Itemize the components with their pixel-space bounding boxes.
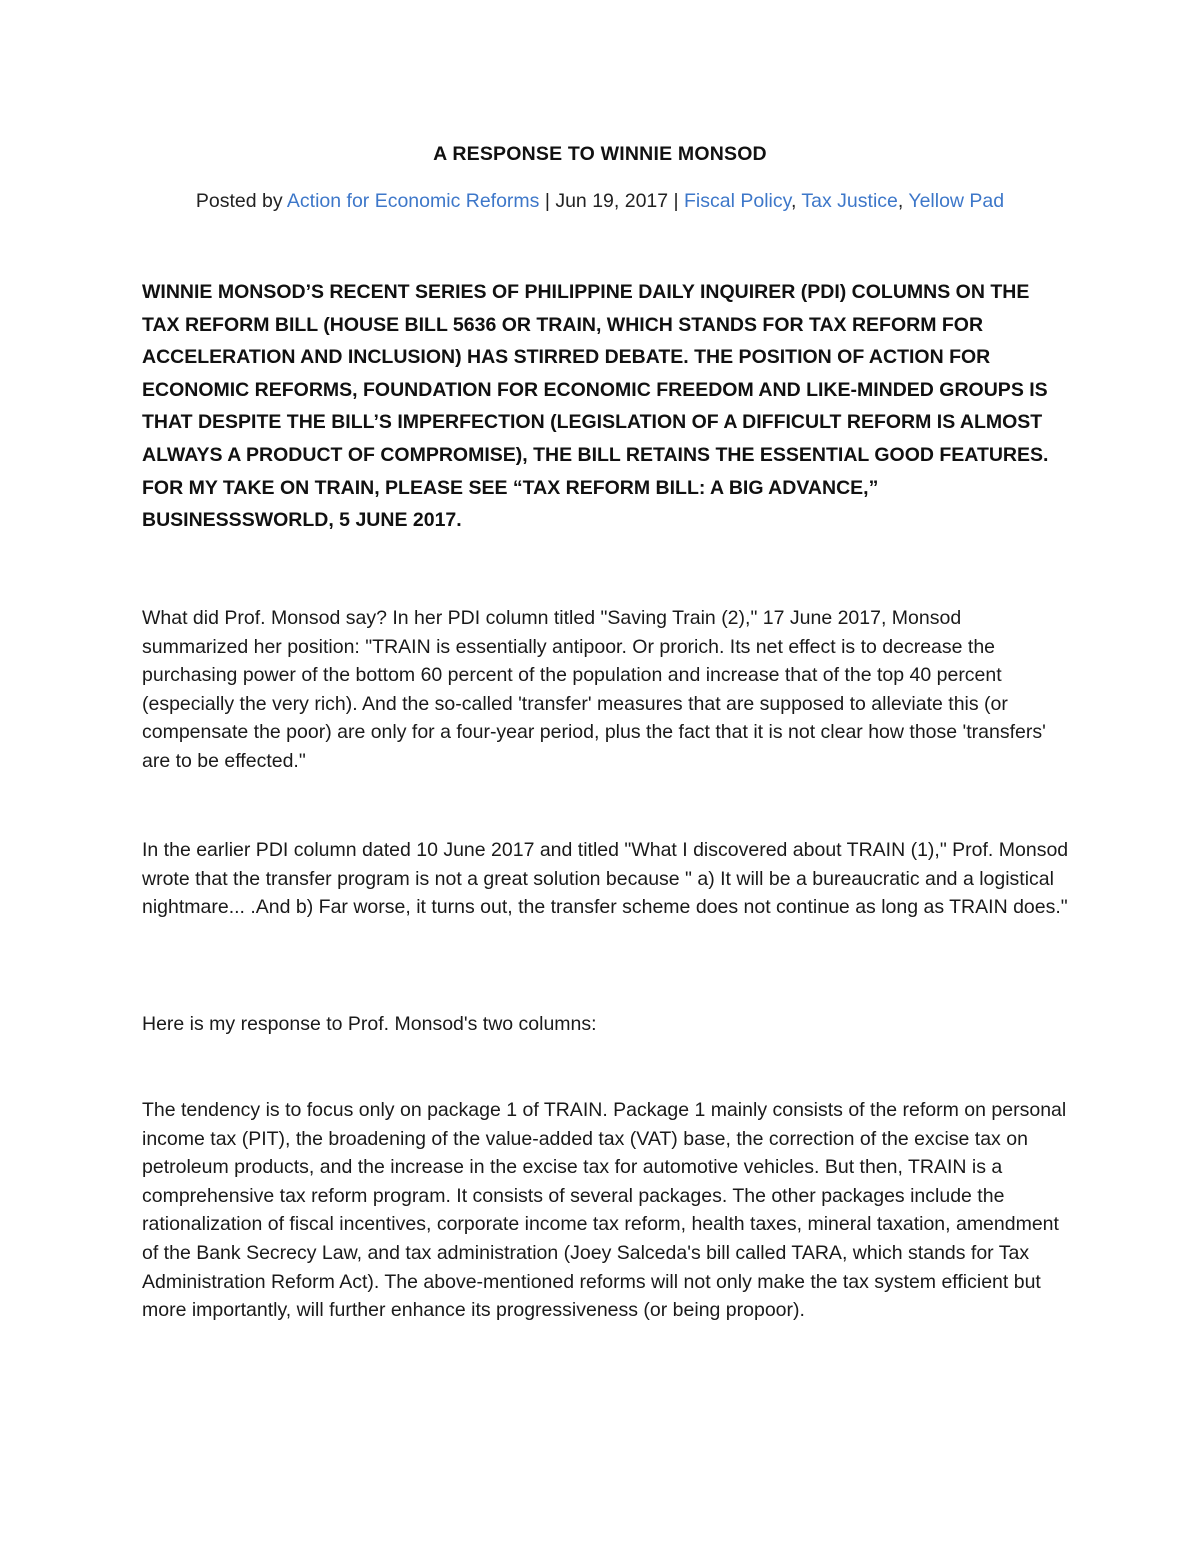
body-paragraph: The tendency is to focus only on package 1 of TRAIN. Package 1 mainly consists of the reform on personal income tax (PIT), the broadening of the value-added tax (VAT) base, the correction of the excise tax on petroleum products, and the increase in the excise tax for automotive vehicles. But then, TRAIN is a comprehensive tax reform program. It consists of several packages. The other packages include the rationalization of fiscal incentives, corporate income tax reform, health taxes, mineral taxation, amendment of the Bank Secrecy Law, and tax administration (Joey Salceda's bill called TARA, which stands for Tax Administration Reform Act). The above-mentioned reforms will not only make the tax system efficient but more importantly, will further enhance its progressiveness (or being propoor). — [142, 1099, 1067, 1322]
body-paragraph: What did Prof. Monsod say? In her PDI column titled "Saving Train (2)," 17 June 2017, Monsod summarized her position: "TRAIN is essentially antipoor. Or prorich. Its net effect is to decrease the purchasing power of the bottom 60 percent of the population and increase that of the top 40 percent (especially the very rich). And the so-called 'transfer' measures that are supposed to alleviate this (or compensate the poor) are only for a four-year period, plus the fact that it is not clear how those 'transfers' are to be effected." — [142, 607, 1046, 772]
article-title: A RESPONSE TO WINNIE MONSOD — [433, 143, 767, 165]
author-link[interactable]: Action for Economic Reforms — [286, 190, 540, 212]
category-link-tax-justice[interactable]: Tax Justice — [801, 190, 898, 212]
category-link-yellow-pad[interactable]: Yellow Pad — [908, 190, 1005, 212]
byline-date: | Jun 19, 2017 | — [539, 190, 685, 212]
byline — [0, 190, 1200, 213]
byline-posted-by: Posted by — [195, 190, 287, 212]
category-link-fiscal-policy[interactable]: Fiscal Policy — [684, 190, 791, 212]
lead-paragraph: WINNIE MONSOD’S RECENT SERIES OF PHILIPPINE DAILY INQUIRER (PDI) COLUMNS ON THE TAX REFORM BILL (HOUSE BILL 5636 OR TRAIN, WHICH STANDS FOR TAX REFORM FOR ACCELERATION AND INCLUSION) HAS STIRRED DEBATE. THE POSITION OF ACTION FOR ECONOMIC REFORMS, FOUNDATION FOR ECONOMIC FREEDOM AND LIKE-MINDED GROUPS IS THAT DESPITE THE BILL’S IMPERFECTION (LEGISLATION OF A DIFFICULT REFORM IS ALMOST ALWAYS A PRODUCT OF COMPROMISE), THE BILL RETAINS THE ESSENTIAL GOOD FEATURES. FOR MY TAKE ON TRAIN, PLEASE SEE “TAX REFORM BILL: A BIG ADVANCE,” BUSINESSSWORLD, 5 JUNE 2017. — [142, 281, 1049, 532]
byline-separator: , — [897, 190, 909, 212]
body-paragraph: In the earlier PDI column dated 10 June 2017 and titled "What I discovered about TRAIN (1)," Prof. Monsod wrote that the transfer program is not a great solution because " a) It will be a bureaucratic and a logistical nightmare... .And b) Far worse, it turns out, the transfer scheme does not continue as long as TRAIN does." — [142, 839, 1069, 919]
byline-separator: , — [790, 190, 802, 212]
body-paragraph: Here is my response to Prof. Monsod's two columns: — [142, 1013, 597, 1035]
